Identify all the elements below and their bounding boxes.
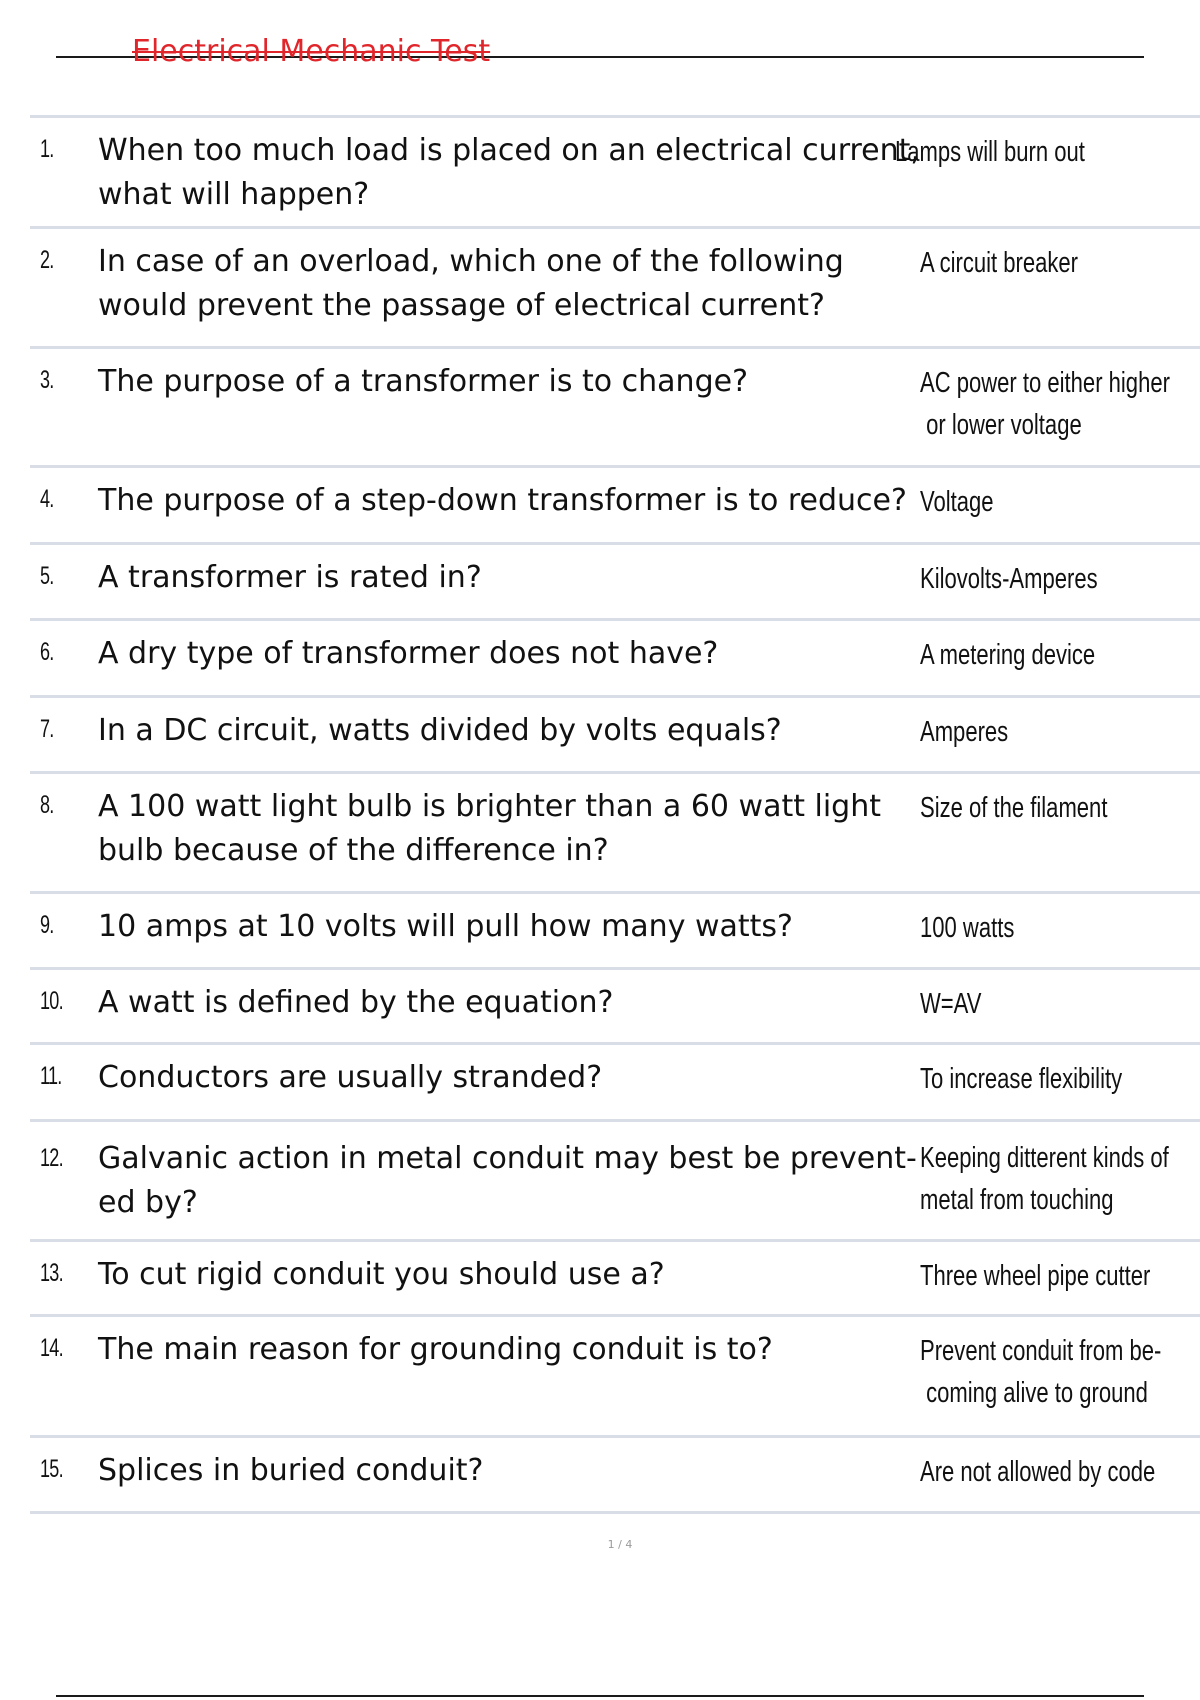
- question-row: [30, 621, 1200, 698]
- question-row: [30, 1242, 1200, 1317]
- page-number: 1 / 4: [607, 1538, 633, 1551]
- answer-text: AC power to either higher or lower voltage: [920, 367, 1170, 441]
- document-title: Electrical Mechanic Test: [132, 34, 491, 69]
- answer-text: W=AV: [920, 988, 982, 1020]
- question-row: [30, 468, 1200, 545]
- question-text: In a DC circuit, watts divided by volts equals?: [98, 713, 782, 748]
- question-number: 8.: [40, 791, 54, 819]
- question-row: [30, 349, 1200, 468]
- question-number: 4.: [40, 485, 54, 513]
- answer-text: Keeping ditterent kinds of metal from touching: [920, 1142, 1169, 1216]
- answer-text: Kilovolts-Amperes: [920, 563, 1098, 595]
- question-text: In case of an overload, which one of the following would prevent the passage of electrical current?: [98, 244, 844, 323]
- question-row: [30, 1045, 1200, 1122]
- question-table: [30, 115, 1200, 1514]
- question-number: 2.: [40, 246, 54, 274]
- question-text: To cut rigid conduit you should use a?: [98, 1257, 665, 1292]
- question-row: [30, 1438, 1200, 1514]
- question-number: 11.: [40, 1062, 62, 1090]
- answer-text: Prevent conduit from be- coming alive to ground: [920, 1335, 1162, 1409]
- question-text: A transformer is rated in?: [98, 560, 482, 595]
- answer-text: A circuit breaker: [920, 247, 1079, 279]
- question-number: 10.: [40, 987, 63, 1015]
- answer-text: A metering device: [920, 639, 1096, 671]
- answer-text: 100 watts: [920, 912, 1015, 944]
- question-number: 6.: [40, 638, 54, 666]
- question-number: 5.: [40, 562, 54, 590]
- question-row: [30, 1317, 1200, 1438]
- question-text: Galvanic action in metal conduit may best be prevent- ed by?: [98, 1141, 917, 1220]
- answer-text: Amperes: [920, 716, 1009, 748]
- question-row: [30, 970, 1200, 1045]
- question-text: A watt is defined by the equation?: [98, 985, 614, 1020]
- answer-text: Voltage: [920, 486, 994, 518]
- question-text: 10 amps at 10 volts will pull how many watts?: [98, 909, 793, 944]
- question-number: 1.: [40, 135, 54, 163]
- answer-text: Size of the filament: [920, 792, 1108, 824]
- answer-text: Are not allowed by code: [920, 1456, 1156, 1488]
- question-row: [30, 545, 1200, 621]
- question-text: When too much load is placed on an electrical current, what will happen?: [98, 133, 920, 212]
- question-number: 9.: [40, 911, 54, 939]
- answer-text: Three wheel pipe cutter: [920, 1260, 1151, 1292]
- question-number: 13.: [40, 1259, 63, 1287]
- question-row: [30, 698, 1200, 774]
- question-number: 12.: [40, 1144, 63, 1172]
- question-text: Conductors are usually stranded?: [98, 1060, 603, 1095]
- question-text: A 100 watt light bulb is brighter than a 60 watt light bulb because of the difference in?: [98, 789, 882, 868]
- question-number: 15.: [40, 1455, 63, 1483]
- answer-text: Lamps will burn out: [895, 136, 1085, 168]
- question-row: [30, 894, 1200, 970]
- question-text: A dry type of transformer does not have?: [98, 636, 719, 671]
- footer-rule: [56, 1695, 1144, 1697]
- question-number: 7.: [40, 715, 54, 743]
- question-number: 14.: [40, 1334, 63, 1362]
- question-text: The purpose of a transformer is to change?: [98, 364, 748, 399]
- question-text: The purpose of a step-down transformer is to reduce?: [98, 483, 907, 518]
- question-row: [30, 1122, 1200, 1242]
- question-number: 3.: [40, 366, 54, 394]
- question-row: [30, 774, 1200, 894]
- document-header: [56, 30, 1144, 70]
- question-text: Splices in buried conduit?: [98, 1453, 484, 1488]
- question-row: [30, 118, 1200, 229]
- question-row: [30, 229, 1200, 349]
- question-text: The main reason for grounding conduit is to?: [98, 1332, 773, 1367]
- answer-text: To increase flexibility: [920, 1063, 1123, 1095]
